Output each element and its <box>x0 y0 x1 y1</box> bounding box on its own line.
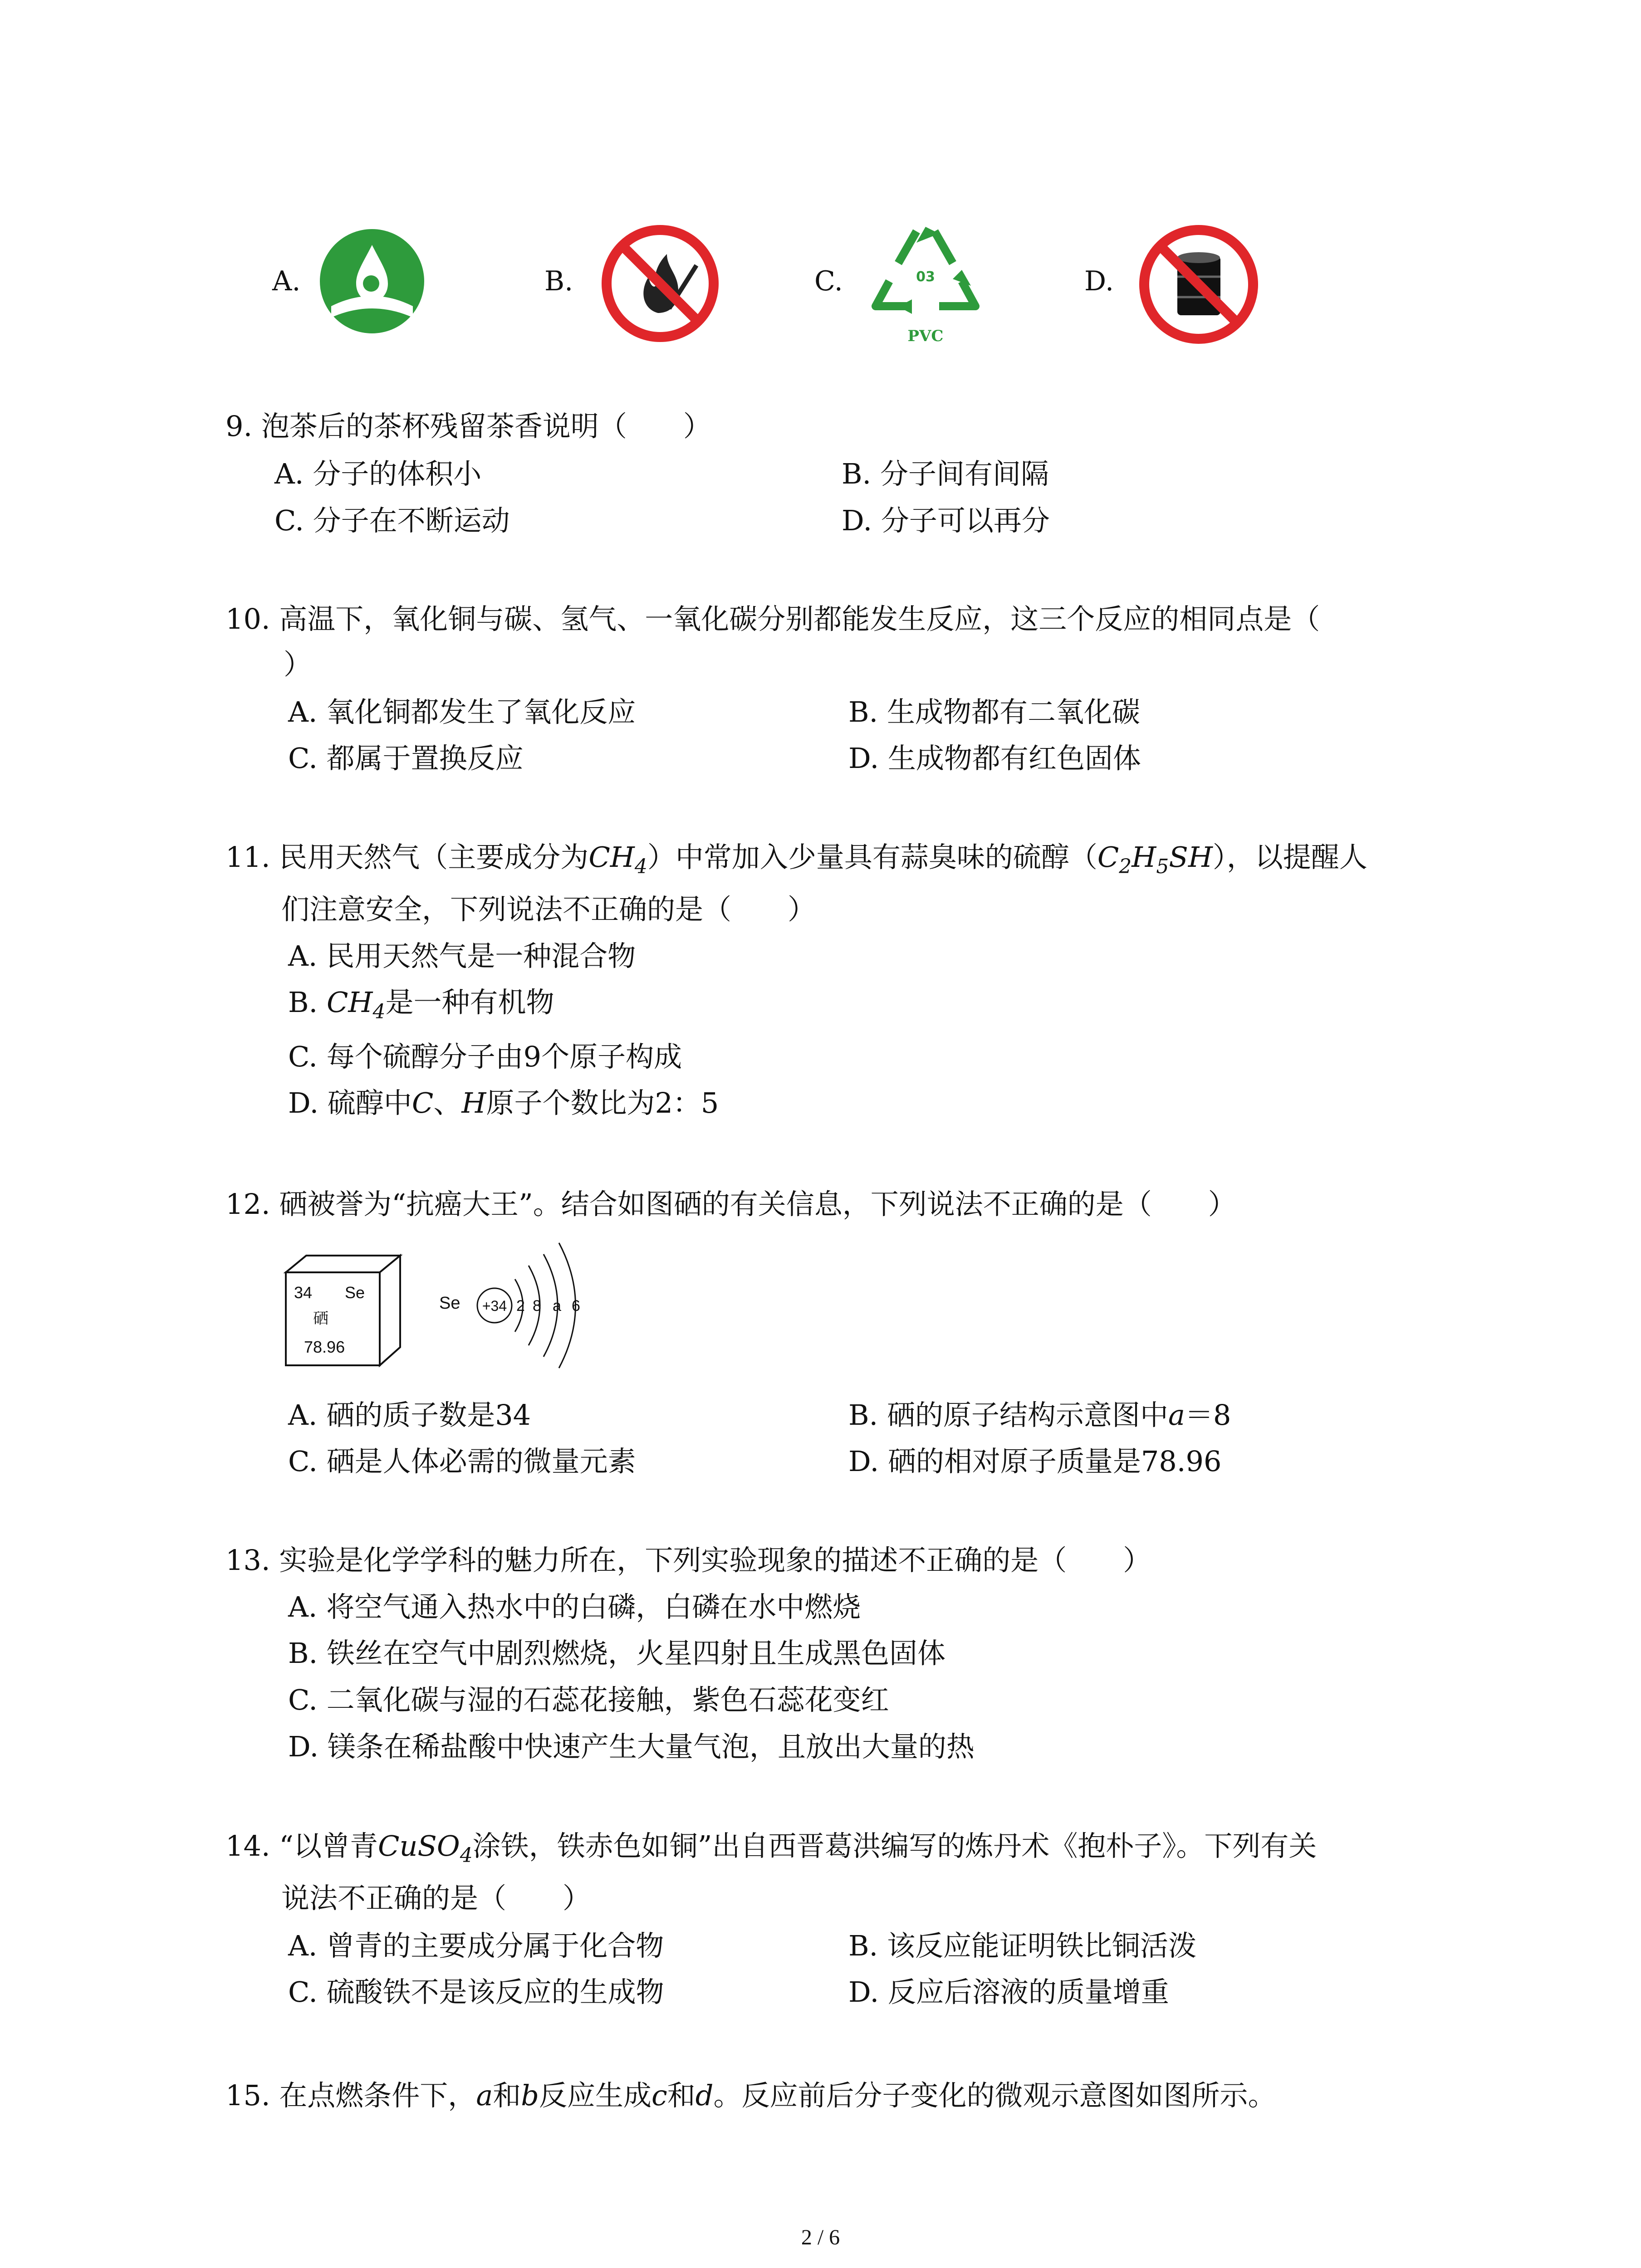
atom-nucleus: +34 <box>482 1298 507 1314</box>
no-oil-barrel-icon <box>1136 222 1261 347</box>
q11-stem-line2: 们注意安全，下列说法不正确的是（ ） <box>281 893 816 926</box>
q14-option-c[interactable]: C. 硫酸铁不是该反应的生成物 <box>288 1975 664 2009</box>
q9-option-a[interactable]: A. 分子的体积小 <box>274 457 482 490</box>
q14-stem-line2: 说法不正确的是（ ） <box>281 1882 591 1915</box>
recycle-pvc-icon <box>862 218 989 349</box>
q13-option-d[interactable]: D. 镁条在稀盐酸中快速产生大量气泡，且放出大量的热 <box>288 1730 975 1763</box>
page-number: 2 / 6 <box>801 2225 840 2249</box>
q10-option-a[interactable]: A. 氧化铜都发生了氧化反应 <box>288 695 636 728</box>
recycle-number: 03 <box>916 269 935 285</box>
q8-option-c-letter: C. <box>814 265 843 297</box>
q12-option-a[interactable]: A. 硒的质子数是34 <box>288 1398 531 1432</box>
q12-option-d[interactable]: D. 硒的相对原子质量是78.96 <box>848 1445 1222 1478</box>
q11-stem-line1: 11. 民用天然气（主要成分为$CH_4$）中常加入少量具有蒜臭味的硫醇$(C_2H_5SH)$，以提醒人 <box>225 841 1367 878</box>
atom-shell-3: a <box>553 1297 561 1315</box>
q8-option-b-letter: B. <box>544 265 573 297</box>
q15-stem: 15. 在点燃条件下，a和b反应生成c和d。反应前后分子变化的微观示意图如图所示。 <box>225 2079 1276 2112</box>
q14-option-d[interactable]: D. 反应后溶液的质量增重 <box>848 1975 1169 2009</box>
atom-shell-4: 6 <box>572 1297 580 1315</box>
cell-atomic-number: 34 <box>294 1283 313 1302</box>
cell-mass: 78.96 <box>304 1338 345 1356</box>
water-saving-icon <box>318 227 426 336</box>
q12-stem: 12. 硒被誉为“抗癌大王”。结合如图硒的有关信息，下列说法不正确的是（ ） <box>225 1188 1236 1221</box>
q11-option-d[interactable]: D. 硫醇中C、H原子个数比为2：5 <box>288 1086 719 1119</box>
q9-stem: 9. 泡茶后的茶杯残留茶香说明（ ） <box>225 410 711 443</box>
q13-option-c[interactable]: C. 二氧化碳与湿的石蕊花接触，紫色石蕊花变红 <box>288 1683 889 1716</box>
q9-option-d[interactable]: D. 分子可以再分 <box>842 504 1050 537</box>
q14-stem-line1: 14. “以曾青CuSO$_4$涂铁，铁赤色如铜”出自西晋葛洪编写的炼丹术《抱朴子》。下列有关 <box>225 1829 1317 1867</box>
atom-shell-2: 8 <box>533 1297 541 1315</box>
q9-option-c[interactable]: C. 分子在不断运动 <box>274 504 510 537</box>
atom-symbol: Se <box>439 1294 460 1313</box>
no-fire-icon <box>599 222 721 345</box>
q14-option-b[interactable]: B. 该反应能证明铁比铜活泼 <box>848 1929 1196 1962</box>
q11-option-b[interactable]: B. $CH_4$是一种有机物 <box>288 986 554 1023</box>
q14-option-a[interactable]: A. 曾青的主要成分属于化合物 <box>288 1929 664 1962</box>
q12-option-c[interactable]: C. 硒是人体必需的微量元素 <box>288 1445 636 1478</box>
q8-option-a-letter: A. <box>272 265 301 297</box>
q13-option-a[interactable]: A. 将空气通入热水中的白磷，白磷在水中燃烧 <box>288 1590 861 1623</box>
q13-stem: 13. 实验是化学学科的魅力所在，下列实验现象的描述不正确的是（ ） <box>225 1544 1151 1577</box>
cell-symbol: Se <box>345 1283 365 1302</box>
q13-option-b[interactable]: B. 铁丝在空气中剧烈燃烧，火星四射且生成黑色固体 <box>288 1637 945 1670</box>
q10-option-b[interactable]: B. 生成物都有二氧化碳 <box>848 695 1140 728</box>
recycle-label: PVC <box>907 327 944 345</box>
q10-stem-line2: ） <box>284 648 312 681</box>
q10-option-d[interactable]: D. 生成物都有红色固体 <box>848 742 1141 775</box>
q11-option-c[interactable]: C. 每个硫醇分子由9个原子构成 <box>288 1040 682 1073</box>
q10-option-c[interactable]: C. 都属于置换反应 <box>288 742 524 775</box>
selenium-element-cell <box>281 1252 404 1370</box>
atom-shell-1: 2 <box>516 1297 525 1315</box>
q11-option-a[interactable]: A. 民用天然气是一种混合物 <box>288 939 636 973</box>
q10-stem-line1: 10. 高温下，氧化铜与碳、氢气、一氧化碳分别都能发生反应，这三个反应的相同点是（ <box>225 602 1320 635</box>
cell-name: 硒 <box>313 1310 328 1328</box>
q12-option-b[interactable]: B. 硒的原子结构示意图中a＝8 <box>848 1398 1231 1432</box>
q9-option-b[interactable]: B. 分子间有间隔 <box>842 457 1049 490</box>
selenium-atom-structure <box>436 1238 599 1374</box>
q8-option-d-letter: D. <box>1084 265 1114 297</box>
